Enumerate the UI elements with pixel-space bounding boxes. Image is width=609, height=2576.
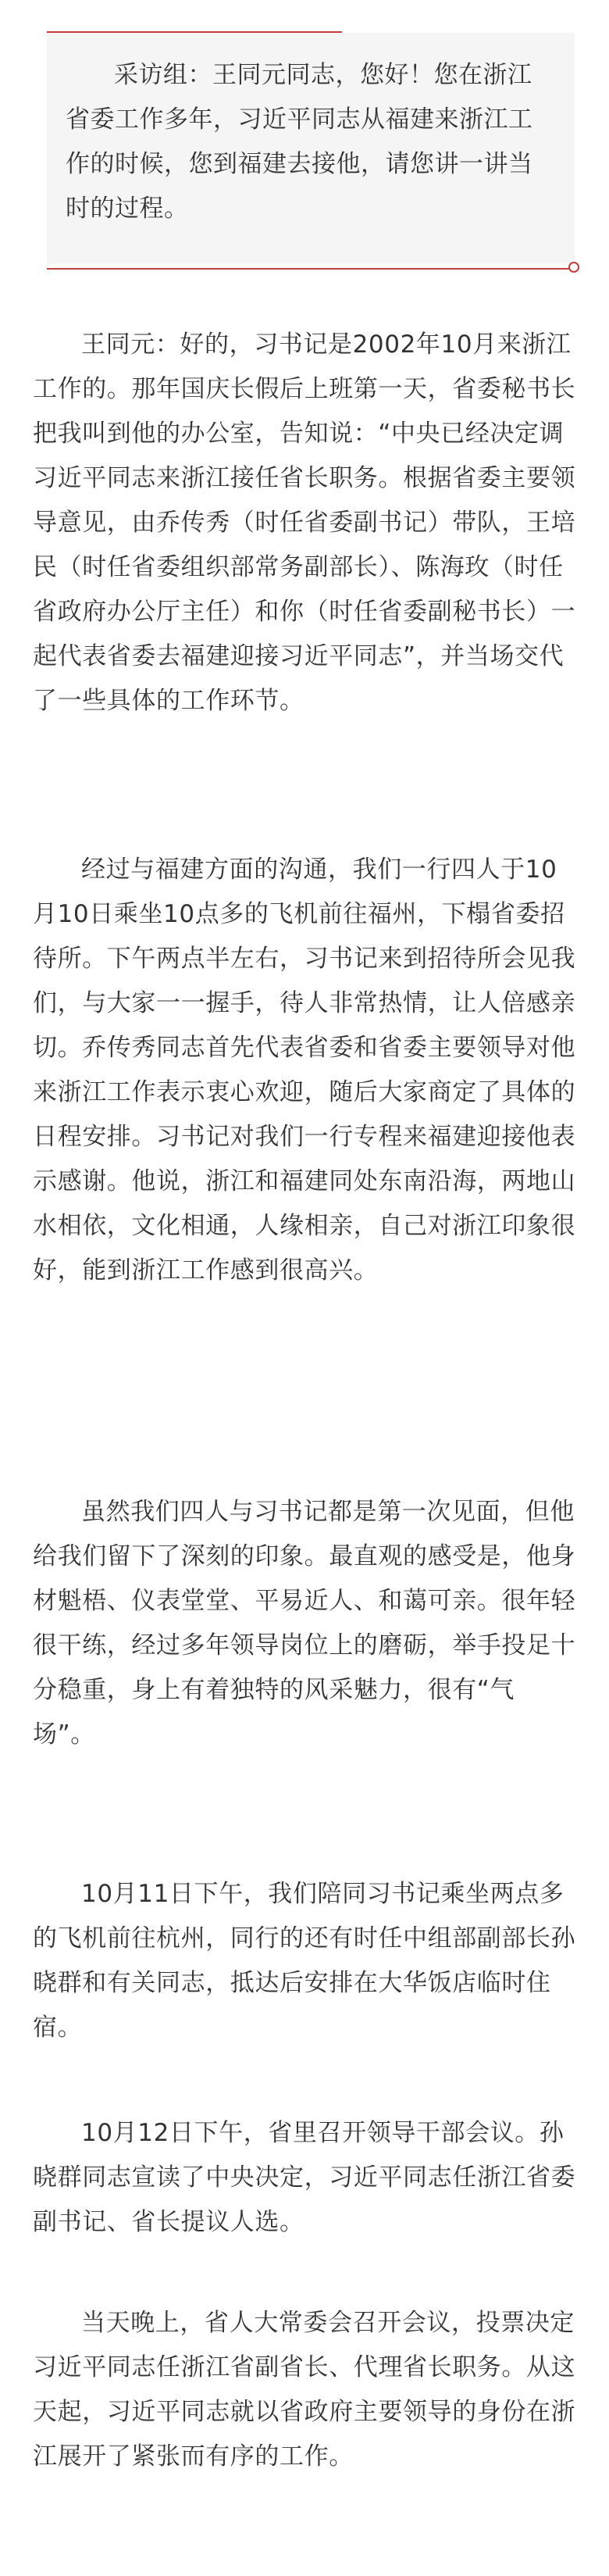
article-paragraph-1: 王同元：好的，习书记是2002年10月来浙江工作的。那年国庆长假后上班第一天，省委秘书长把我叫到他的办公室，告知说：“中央已经决定调习近平同志来浙江接任省长职务。根据省委主要领导意见，由乔传秀（时任省委副书记）带队，王培民（时任省委组织部常务副部长）、陈海玫（时任省政府办公厅主任）和你（时任省委副秘书长）一起代表省委去福建迎接习近平同志”，并当场交代了一些具体的工作环节。 — [33, 330, 576, 715]
article-paragraph-4: 10月11日下午，我们陪同习书记乘坐两点多的飞机前往杭州，同行的还有时任中组部副部长孙晓群和有关同志，抵达后安排在大华饭店临时住宿。 — [33, 1880, 576, 2042]
article-paragraph-3: 虽然我们四人与习书记都是第一次见面，但他给我们留下了深刻的印象。最直观的感受是，他身材魁梧、仪表堂堂、平易近人、和蔼可亲。很年轻很干练，经过多年领导岗位上的磨砺，举手投足十分稳重，身上有着独特的风采魅力，很有“气场”。 — [33, 1498, 576, 1749]
interview-question: 采访组：王同元同志，您好！您在浙江省委工作多年，习近平同志从福建来浙江工作的时候，您到福建去接他，请您讲一讲当时的过程。 — [66, 61, 533, 223]
bottom-divider-line — [47, 268, 572, 270]
article-paragraph-5: 10月12日下午，省里召开领导干部会议。孙晓群同志宣读了中央决定，习近平同志任浙江省委副书记、省长提议人选。 — [33, 2119, 576, 2236]
article-paragraph-2: 经过与福建方面的沟通，我们一行四人于10月10日乘坐10点多的飞机前往福州，下榻省委招待所。下午两点半左右，习书记来到招待所会见我们，与大家一一握手，待人非常热情，让人倍感亲切。乔传秀同志首先代表省委和省委主要领导对他来浙江工作表示衷心欢迎，随后大家商定了具体的日程安排。习书记对我们一行专程来福建迎接他表示感谢。他说，浙江和福建同处东南沿海，两地山水相依，文化相通，人缘相亲，自己对浙江印象很好，能到浙江工作感到很高兴。 — [33, 856, 576, 1284]
divider-circle-icon — [568, 262, 579, 273]
article-paragraph-6: 当天晚上，省人大常委会召开会议，投票决定习近平同志任浙江省副省长、代理省长职务。从这天起，习近平同志就以省政府主要领导的身份在浙江展开了紧张而有序的工作。 — [33, 2309, 576, 2471]
